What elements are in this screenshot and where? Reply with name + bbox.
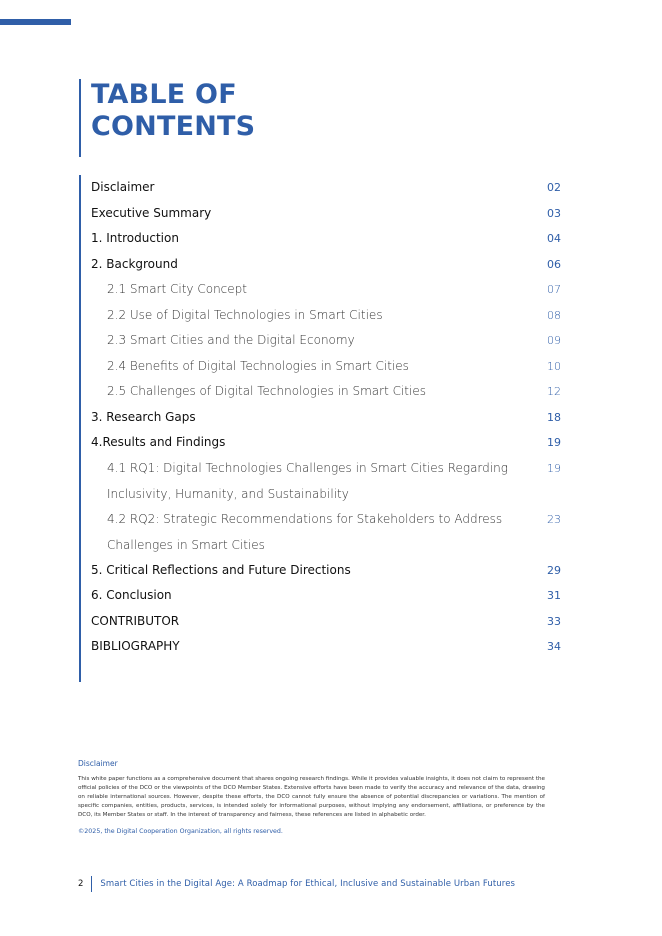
toc-item-page-number: 02 xyxy=(547,181,561,194)
toc-item-label: 4.1 RQ1: Digital Technologies Challenges in Smart Cities Regarding Inclusivity, Humanity, and Sustainability xyxy=(107,461,508,501)
toc-item[interactable] xyxy=(107,277,561,303)
toc-item-page-number: 19 xyxy=(547,462,561,475)
toc-item-label: 2.5 Challenges of Digital Technologies in Smart Cities xyxy=(107,384,426,398)
toc-item-label: 3. Research Gaps xyxy=(91,410,196,424)
toc-item[interactable] xyxy=(107,379,561,405)
toc-item-label: 2.1 Smart City Concept xyxy=(107,282,247,296)
disclaimer-section xyxy=(78,759,545,835)
toc-item-label: 5. Critical Reflections and Future Directions xyxy=(91,563,351,577)
header-accent-bar xyxy=(0,19,71,25)
toc-item-page-number: 10 xyxy=(547,360,561,373)
toc-item-page-number: 08 xyxy=(547,309,561,322)
toc-item-page-number: 34 xyxy=(547,640,561,653)
toc-item-label: 6. Conclusion xyxy=(91,588,172,602)
toc-item-page-number: 33 xyxy=(547,615,561,628)
toc-item[interactable] xyxy=(91,609,561,635)
toc-item-page-number: 18 xyxy=(547,411,561,424)
toc-item[interactable] xyxy=(91,634,561,660)
disclaimer-body: This white paper functions as a comprehensive document that shares ongoing research findings. While it provides valuable insights, it does not claim to represent the official policies of the DCO or the viewpoints of the DCO Member States. Extensive efforts have been made to verify the accuracy and relevance of the data, drawing on reliable international sources. However, despite these efforts, the DCO cannot fully ensure the absence of potential discrepancies or variations. The mention of specific companies, entities, products, services, is intended solely for informational purposes, without implying any endorsement, affiliations, or preference by the DCO, its Member States or staff. In the interest of transparency and fairness, these references are listed in alphabetic order. xyxy=(78,776,545,818)
toc-item-label: BIBLIOGRAPHY xyxy=(91,639,180,653)
toc-item[interactable] xyxy=(91,252,561,278)
disclaimer-title: Disclaimer xyxy=(78,759,118,768)
toc-item-page-number: 04 xyxy=(547,232,561,245)
toc-item-page-number: 12 xyxy=(547,385,561,398)
page-title xyxy=(91,79,255,143)
footer-divider xyxy=(91,876,92,892)
toc-item-page-number: 19 xyxy=(547,436,561,449)
toc-item-label: 2.2 Use of Digital Technologies in Smart Cities xyxy=(107,308,383,322)
toc-item[interactable] xyxy=(107,303,561,329)
toc-item-page-number: 09 xyxy=(547,334,561,347)
title-block xyxy=(79,79,255,157)
toc-item-page-number: 23 xyxy=(547,513,561,526)
footer-page-number: 2 xyxy=(78,879,84,889)
toc-item-label: Executive Summary xyxy=(91,206,212,220)
toc-item-label: CONTRIBUTOR xyxy=(91,614,180,628)
toc-item[interactable] xyxy=(91,226,561,252)
table-of-contents xyxy=(79,175,561,682)
page-title-line-1: TABLE OF xyxy=(91,79,237,110)
toc-item-page-number: 31 xyxy=(547,589,561,602)
toc-item-label: Disclaimer xyxy=(91,180,155,194)
toc-item[interactable] xyxy=(91,175,561,201)
toc-item-label: 4.Results and Findings xyxy=(91,435,226,449)
toc-item[interactable] xyxy=(91,405,561,431)
toc-item-page-number: 06 xyxy=(547,258,561,271)
toc-item[interactable] xyxy=(91,583,561,609)
toc-item-label: 2.3 Smart Cities and the Digital Economy xyxy=(107,333,355,347)
toc-item-page-number: 29 xyxy=(547,564,561,577)
toc-item-page-number: 07 xyxy=(547,283,561,296)
page-title-line-2: CONTENTS xyxy=(91,111,256,142)
toc-item-label: 4.2 RQ2: Strategic Recommendations for Stakeholders to Address Challenges in Smart Cities xyxy=(107,512,503,552)
toc-item[interactable] xyxy=(107,507,561,558)
toc-item[interactable] xyxy=(107,354,561,380)
toc-item[interactable] xyxy=(107,328,561,354)
toc-item[interactable] xyxy=(107,456,561,507)
toc-item-page-number: 03 xyxy=(547,207,561,220)
toc-item-label: 2. Background xyxy=(91,257,178,271)
toc-item[interactable] xyxy=(91,430,561,456)
toc-item-label: 1. Introduction xyxy=(91,231,179,245)
copyright-notice: ©2025, the Digital Cooperation Organization, all rights reserved. xyxy=(78,828,283,835)
toc-item[interactable] xyxy=(91,201,561,227)
footer-document-title: Smart Cities in the Digital Age: A Roadmap for Ethical, Inclusive and Sustainable Urban Futures xyxy=(100,879,516,889)
page-footer xyxy=(78,876,515,892)
toc-item-label: 2.4 Benefits of Digital Technologies in Smart Cities xyxy=(107,359,409,373)
toc-item[interactable] xyxy=(91,558,561,584)
